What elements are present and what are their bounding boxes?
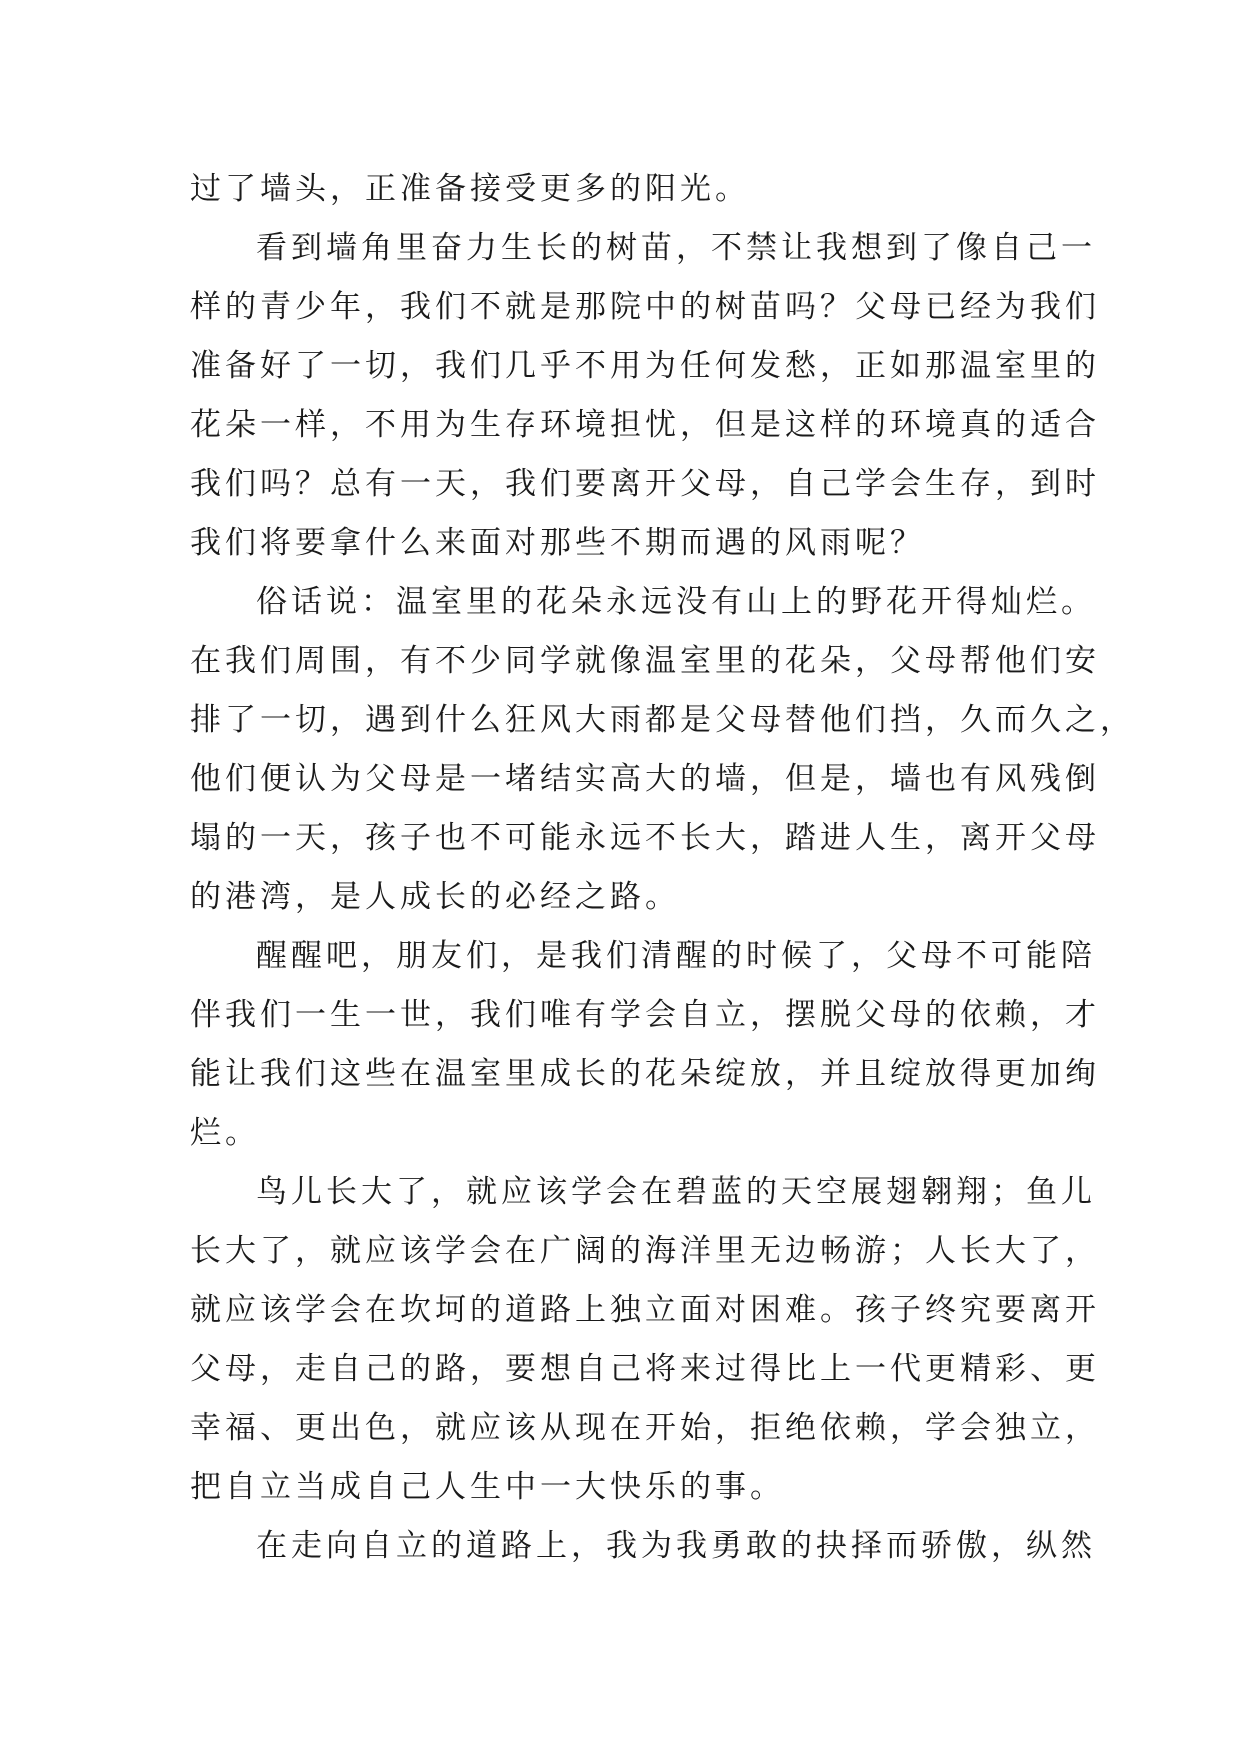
text-line: 把自立当成自己人生中一大快乐的事。 bbox=[190, 1469, 785, 1505]
body-text bbox=[190, 160, 1135, 1576]
text-line: 我们吗？总有一天，我们要离开父母，自己学会生存，到时 bbox=[190, 466, 1100, 502]
paragraph-3 bbox=[190, 573, 1135, 927]
text-line: 塌的一天，孩子也不可能永远不长大，踏进人生，离开父母 bbox=[190, 820, 1100, 856]
paragraph-2 bbox=[190, 219, 1100, 573]
paragraph-1 bbox=[190, 160, 1070, 219]
text-line: 就应该学会在坎坷的道路上独立面对困难。孩子终究要离开 bbox=[190, 1292, 1100, 1328]
text-line: 看到墙角里奋力生长的树苗，不禁让我想到了像自己一 bbox=[256, 230, 1096, 266]
text-line: 鸟儿长大了，就应该学会在碧蓝的天空展翅翱翔；鱼儿 bbox=[256, 1174, 1096, 1210]
text-line: 俗话说：温室里的花朵永远没有山上的野花开得灿烂。 bbox=[256, 584, 1096, 620]
text-line: 花朵一样，不用为生存环境担忧，但是这样的环境真的适合 bbox=[190, 407, 1100, 443]
text-line: 父母，走自己的路，要想自己将来过得比上一代更精彩、更 bbox=[190, 1351, 1100, 1387]
text-line: 我们将要拿什么来面对那些不期而遇的风雨呢？ bbox=[190, 525, 925, 561]
paragraph-5 bbox=[190, 1163, 1100, 1517]
text-line: 伴我们一生一世，我们唯有学会自立，摆脱父母的依赖，才 bbox=[190, 997, 1100, 1033]
text-line: 过了墙头，正准备接受更多的阳光。 bbox=[190, 171, 750, 207]
text-line: 幸福、更出色，就应该从现在开始，拒绝依赖，学会独立， bbox=[190, 1410, 1100, 1446]
text-line: 的港湾，是人成长的必经之路。 bbox=[190, 879, 680, 915]
text-line: 样的青少年，我们不就是那院中的树苗吗？父母已经为我们 bbox=[190, 289, 1100, 325]
text-line: 在走向自立的道路上，我为我勇敢的抉择而骄傲，纵然 bbox=[256, 1528, 1096, 1564]
paragraph-6 bbox=[190, 1517, 1096, 1576]
text-line: 排了一切，遇到什么狂风大雨都是父母替他们挡，久而久之， bbox=[190, 702, 1135, 738]
text-line: 他们便认为父母是一堵结实高大的墙，但是，墙也有风残倒 bbox=[190, 761, 1100, 797]
text-line: 醒醒吧，朋友们，是我们清醒的时候了，父母不可能陪 bbox=[256, 938, 1096, 974]
text-line: 能让我们这些在温室里成长的花朵绽放，并且绽放得更加绚 bbox=[190, 1056, 1100, 1092]
paragraph-4 bbox=[190, 927, 1100, 1163]
text-line: 长大了，就应该学会在广阔的海洋里无边畅游；人长大了， bbox=[190, 1233, 1100, 1269]
text-line: 烂。 bbox=[190, 1115, 260, 1151]
text-line: 在我们周围，有不少同学就像温室里的花朵，父母帮他们安 bbox=[190, 643, 1100, 679]
text-line: 准备好了一切，我们几乎不用为任何发愁，正如那温室里的 bbox=[190, 348, 1100, 384]
